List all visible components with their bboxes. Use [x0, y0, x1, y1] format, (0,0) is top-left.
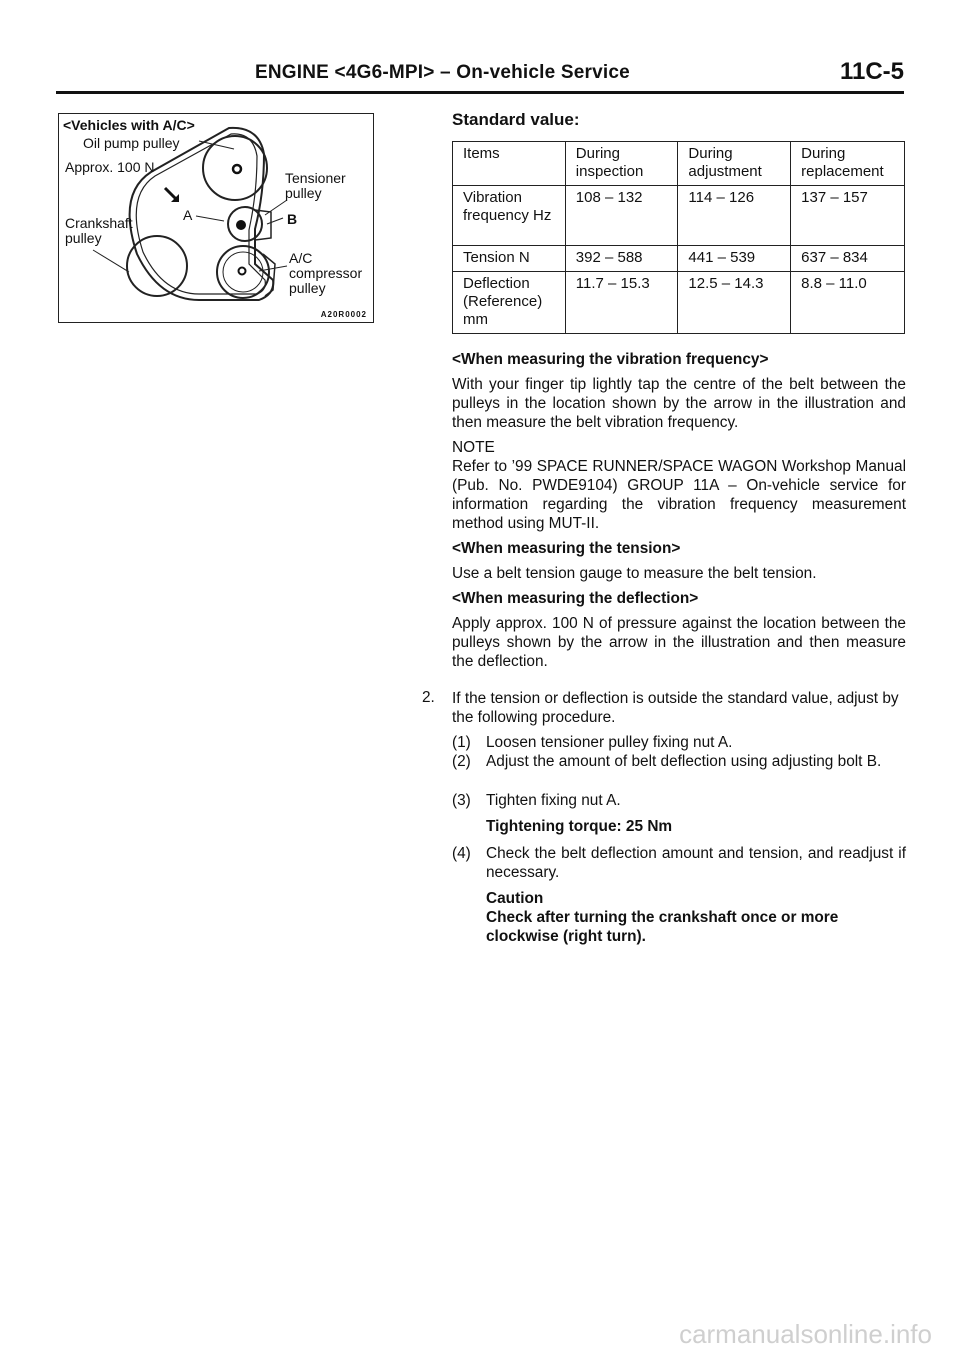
- deflection-paragraph: Apply approx. 100 N of pressure against the location between the pulleys shown by the arrow in the illustration and then measure the deflection.: [452, 615, 906, 670]
- measurement-instructions: [452, 350, 906, 677]
- table-cell: 441 – 539: [678, 246, 791, 272]
- oil-pump-pulley-label: Oil pump pulley: [83, 135, 180, 151]
- tension-paragraph: Use a belt tension gauge to measure the belt tension.: [452, 565, 817, 582]
- table-cell: 108 – 132: [565, 186, 678, 246]
- nut-a-label: A: [183, 207, 193, 223]
- table-header-cell: Items: [453, 142, 566, 186]
- substep-number: (4): [452, 845, 471, 862]
- bolt-b-label: B: [287, 211, 298, 227]
- caution-text: Check after turning the crankshaft once or more clockwise (right turn).: [486, 909, 839, 945]
- tension-subheading: <When measuring the tension>: [452, 540, 681, 557]
- substep-text: Loosen tensioner pulley fixing nut A.: [486, 734, 733, 751]
- figure-code: A20R0002: [320, 310, 367, 319]
- table-row: [453, 186, 905, 246]
- standard-value-title: Standard value:: [452, 110, 580, 129]
- table-cell: 11.7 – 15.3: [565, 272, 678, 334]
- approx-force-label: Approx. 100 N: [65, 159, 155, 175]
- table-row: [453, 272, 905, 334]
- caution-label: Caution: [486, 890, 544, 907]
- table-cell: 137 – 157: [791, 186, 905, 246]
- tightening-torque: Tightening torque: 25 Nm: [486, 818, 673, 835]
- table-cell: Deflection (Reference) mm: [453, 272, 566, 334]
- substep-text: Check the belt deflection amount and tension, and readjust if necessary.: [486, 845, 906, 881]
- substep-number: (3): [452, 792, 471, 809]
- crankshaft-pulley-label: Crankshaft pulley: [65, 215, 133, 246]
- tensioner-pulley-label: Tensioner pulley: [285, 170, 346, 201]
- deflection-subheading: <When measuring the deflection>: [452, 590, 699, 607]
- header-rule: [56, 91, 904, 94]
- standard-value-table: [452, 141, 905, 334]
- substep-text: Adjust the amount of belt deflection using adjusting bolt B.: [486, 753, 882, 770]
- page-title: ENGINE <4G6-MPI> – On-vehicle Service: [255, 62, 630, 83]
- table-row: [453, 246, 905, 272]
- substep-number: (1): [452, 734, 471, 751]
- table-header-cell: During inspection: [565, 142, 678, 186]
- step-2-text: If the tension or deflection is outside the standard value, adjust by the following procedure.: [452, 690, 899, 726]
- table-header-cell: During adjustment: [678, 142, 791, 186]
- table-cell: 392 – 588: [565, 246, 678, 272]
- table-header-row: [453, 142, 905, 186]
- note-label: NOTE: [452, 439, 495, 456]
- vibration-paragraph: With your finger tip lightly tap the centre of the belt between the pulleys in the location shown by the arrow in the illustration and then measure the belt vibration frequency.: [452, 376, 906, 431]
- page-code: 11C-5: [839, 58, 904, 85]
- substep-number: (2): [452, 753, 471, 770]
- ac-compressor-pulley-label: A/C compressor pulley: [289, 250, 363, 296]
- table-header-cell: During replacement: [791, 142, 905, 186]
- site-watermark: carmanualsonline.info: [679, 1319, 932, 1349]
- table-cell: 114 – 126: [678, 186, 791, 246]
- table-cell: 637 – 834: [791, 246, 905, 272]
- table-cell: Tension N: [453, 246, 566, 272]
- figure-caption: <Vehicles with A/C>: [63, 117, 195, 133]
- table-cell: Vibration frequency Hz: [453, 186, 566, 246]
- table-cell: 12.5 – 14.3: [678, 272, 791, 334]
- belt-diagram-figure: [58, 113, 374, 323]
- step-number: 2.: [422, 689, 435, 706]
- table-cell: 8.8 – 11.0: [791, 272, 905, 334]
- vibration-subheading: <When measuring the vibration frequency>: [452, 351, 769, 368]
- note-paragraph: Refer to ’99 SPACE RUNNER/SPACE WAGON Workshop Manual (Pub. No. PWDE9104) GROUP 11A – On-vehicle service for information regarding the vibration frequency measurement method using MUT-II.: [452, 458, 906, 532]
- substep-text: Tighten fixing nut A.: [486, 792, 621, 809]
